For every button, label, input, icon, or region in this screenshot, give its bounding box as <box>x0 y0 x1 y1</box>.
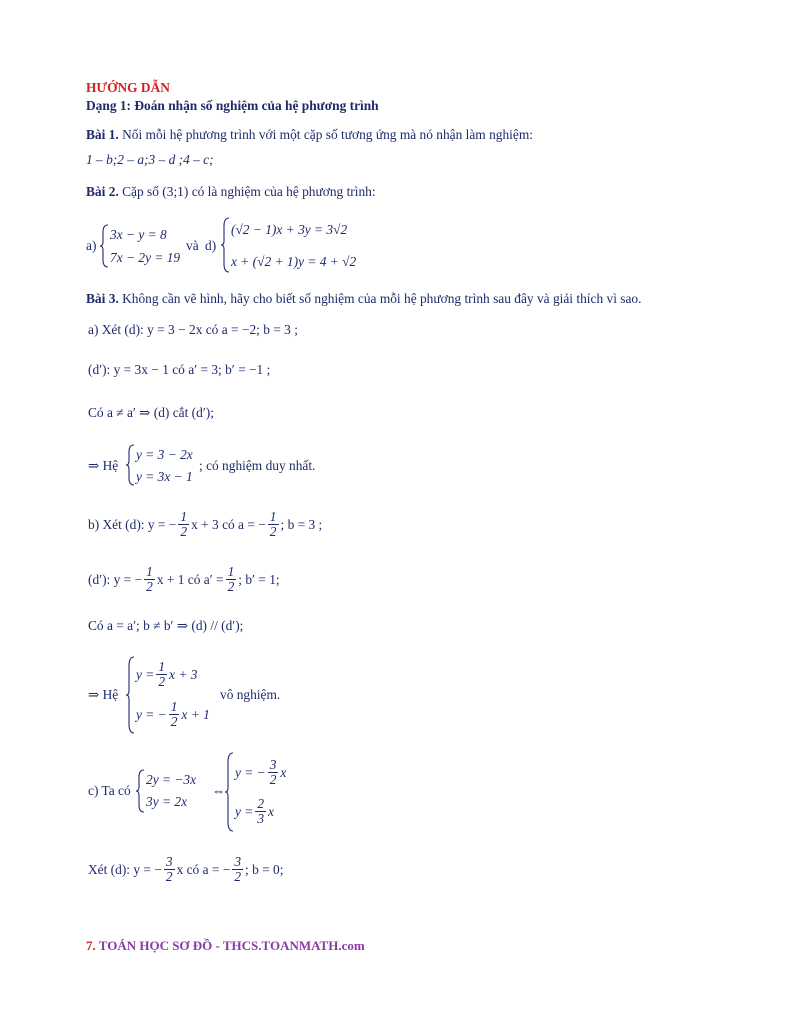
bai1-text: Nối mỗi hệ phương trình với một cặp số tương ứng mà nó nhận làm nghiệm: <box>122 127 533 142</box>
bai3-c1-r2: y = $\frac{2}{3}$ x <box>235 796 274 826</box>
bai2-d-eq1: (√2 − 1)x + 3y = 3√2 <box>231 222 348 237</box>
fraction: $\frac{3}{2}$ <box>165 854 173 884</box>
page-footer <box>86 938 365 954</box>
bai3-c2 <box>88 855 283 884</box>
bai3-a2: (d′): y = 3x − 1 có a′ = 3; b′ = −1 ; <box>88 362 271 377</box>
bai3-b4-eq1: y = $\frac{1}{2}$ x + 3 <box>136 659 198 689</box>
bai2-pre: Cặp số <box>122 184 159 199</box>
fraction: $\frac{1}{2}$ <box>146 564 153 594</box>
brace-icon <box>221 217 231 273</box>
fraction: $\frac{2}{3}$ <box>257 796 265 826</box>
bai3-b1-post: ; b = 3 ; <box>280 516 323 532</box>
bai2-a-label: a) <box>86 238 97 253</box>
fraction: $\frac{1}{2}$ <box>269 509 277 539</box>
bai3-b2 <box>88 565 280 594</box>
fraction: $\frac{1}{2}$ <box>227 564 235 594</box>
fraction: $\frac{1}{2}$ <box>180 509 188 539</box>
bai1-label: Bài 1. <box>86 127 119 142</box>
bai2-a-eq1: 3x − y = 8 <box>110 227 167 242</box>
section-title: Dạng 1: Đoán nhận số nghiệm của hệ phương trình <box>86 98 379 113</box>
bai3-a1: a) Xét (d): y = 3 − 2x có a = −2; b = 3 ; <box>88 322 298 337</box>
bai3-c2-pre: Xét (d): y = − <box>88 861 162 877</box>
bai2-label: Bài 2. <box>86 184 119 199</box>
fraction: $\frac{3}{2}$ <box>234 854 242 884</box>
brace-icon <box>126 656 136 734</box>
bai3-label: Bài 3. <box>86 291 119 306</box>
bai3-line <box>86 291 641 307</box>
footer-text: TOÁN HỌC SƠ ĐỒ - THCS.TOANMATH.com <box>98 938 365 953</box>
bai2-d-eq2: x + (√2 + 1)y = 4 + √2 <box>231 254 357 269</box>
bai3-c1-iff: ⇔ <box>212 783 226 798</box>
bai3-b2-pre: (d′): y = − <box>88 571 143 587</box>
fraction: $\frac{1}{2}$ <box>158 659 166 689</box>
bai3-c1-eq2: 3y = 2x <box>146 794 188 809</box>
bai2-line <box>86 184 376 200</box>
bai2-post: có là nghiệm của hệ phương trình: <box>191 184 376 199</box>
bai3-c2-mid: x có a = − <box>176 861 231 877</box>
bai2-pair: (3;1) <box>162 184 189 199</box>
bai2-a-eq2: 7x − 2y = 19 <box>110 250 181 265</box>
page-number: 7. <box>86 938 96 953</box>
fraction: $\frac{1}{2}$ <box>170 699 178 729</box>
bai3-b2-mid: x + 1 có a′ = <box>156 571 224 587</box>
bai3-b1 <box>88 510 322 539</box>
bai1-answer: 1 – b;2 – a;3 – d ;4 – c; <box>86 152 214 167</box>
bai3-text: Không cần vẽ hình, hãy cho biết số nghiệm của mỗi hệ phương trình sau đây và giải thích vì sao. <box>122 291 642 306</box>
bai3-c1-eq1: 2y = −3x <box>146 772 197 787</box>
bai3-b4-post: vô nghiệm. <box>220 687 281 702</box>
bai2-and: và <box>186 238 199 253</box>
brace-icon <box>136 769 146 813</box>
brace-icon <box>100 224 110 268</box>
bai3-a4-post: ; có nghiệm duy nhất. <box>199 458 316 473</box>
bai3-b4-eq2: y = − $\frac{1}{2}$ x + 1 <box>136 699 210 729</box>
brace-icon <box>126 444 136 486</box>
brace-icon <box>225 752 235 832</box>
bai1-line <box>86 127 533 143</box>
bai2-d-label: d) <box>205 238 217 253</box>
bai3-c2-post: ; b = 0; <box>245 861 284 877</box>
bai3-b4-pre: ⇒ Hệ <box>88 687 119 702</box>
bai3-a3: Có a ≠ a′ ⇒ (d) cắt (d′); <box>88 405 214 420</box>
bai3-a4-eq2: y = 3x − 1 <box>136 469 193 484</box>
fraction: $\frac{3}{2}$ <box>269 757 277 787</box>
bai3-b3: Có a = a′; b ≠ b′ ⇒ (d) // (d′); <box>88 618 244 633</box>
bai3-b2-post: ; b′ = 1; <box>238 571 280 587</box>
bai3-c1-r1: y = − $\frac{3}{2}$ x <box>235 757 287 787</box>
bai3-c1-pre: c) Ta có <box>88 783 131 798</box>
bai3-b1-pre: b) Xét (d): y = − <box>88 516 177 532</box>
heading: HƯỚNG DẪN <box>86 80 170 95</box>
bai3-a4-pre: ⇒ Hệ <box>88 458 119 473</box>
bai3-a4-eq1: y = 3 − 2x <box>136 447 193 462</box>
bai3-b1-mid: x + 3 có a = − <box>191 516 266 532</box>
